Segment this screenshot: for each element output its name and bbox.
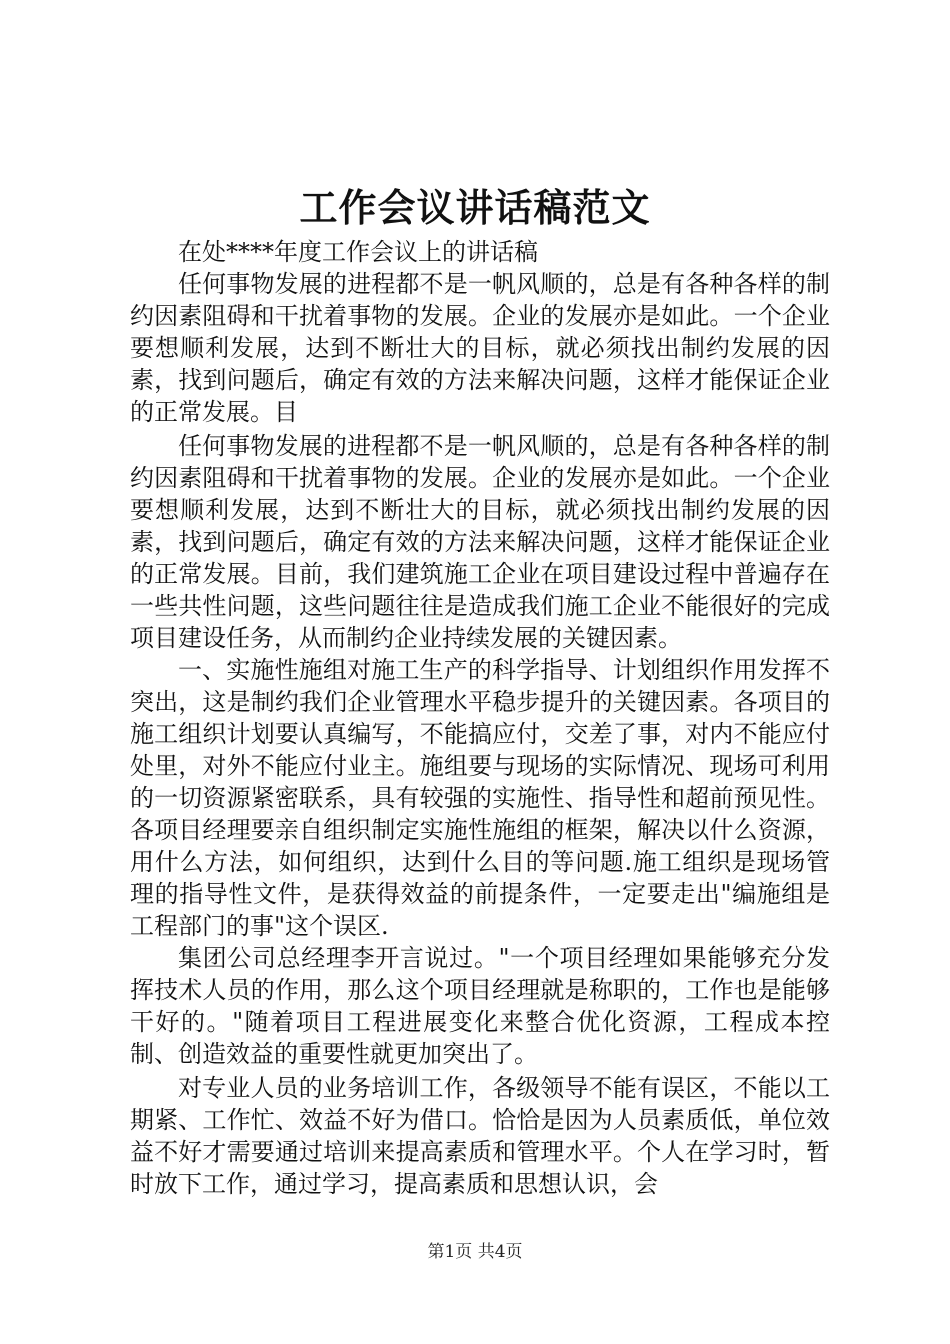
page-number-footer: 第1页 共4页 [427,1242,523,1262]
document-title: 工作会议讲话稿范文 [299,185,651,230]
paragraph: 一、实施性施组对施工生产的科学指导、计划组织作用发挥不突出，这是制约我们企业管理水平稳步提升的关键因素。各项目的施工组织计划要认真编写，不能搞应付，交差了事，对内不能应付处里，对外不能应付业主。施组要与现场的实际情况、现场可利用的一切资源紧密联系，具有较强的实施性、指导性和超前预见性。各项目经理要亲自组织制定实施性施组的框架，解决以什么资源，用什么方法，如何组织，达到什么目的等问题.施工组织是现场管理的指导性文件，是获得效益的前提条件，一定要走出"编施组是工程部门的事"这个误区. [130,656,830,940]
paragraph: 对专业人员的业务培训工作，各级领导不能有误区，不能以工期紧、工作忙、效益不好为借口。恰恰是因为人员素质低，单位效益不好才需要通过培训来提高素质和管理水平。个人在学习时，暂时放下工作，通过学习，提高素质和思想认识，会 [130,1074,830,1198]
paragraph-subtitle: 在处****年度工作会议上的讲话稿 [178,238,538,266]
paragraph: 任何事物发展的进程都不是一帆风顺的，总是有各种各样的制约因素阻碍和干扰着事物的发展。企业的发展亦是如此。一个企业要想顺利发展，达到不断壮大的目标，就必须找出制约发展的因素，找到问题后，确定有效的方法来解决问题，这样才能保证企业的正常发展。目前，我们建筑施工企业在项目建设过程中普遍存在一些共性问题，这些问题往往是造成我们施工企业不能很好的完成项目建设任务，从而制约企业持续发展的关键因素。 [130,432,830,652]
paragraph: 集团公司总经理李开言说过。"一个项目经理如果能够充分发挥技术人员的作用，那么这个项目经理就是称职的，工作也是能够干好的。"随着项目工程进展变化来整合优化资源，工程成本控制、创造效益的重要性就更加突出了。 [130,944,830,1068]
document-body [130,236,830,1200]
paragraph: 任何事物发展的进程都不是一帆风顺的，总是有各种各样的制约因素阻碍和干扰着事物的发展。企业的发展亦是如此。一个企业要想顺利发展，达到不断壮大的目标，就必须找出制约发展的因素，找到问题后，确定有效的方法来解决问题，这样才能保证企业的正常发展。目 [130,270,830,426]
